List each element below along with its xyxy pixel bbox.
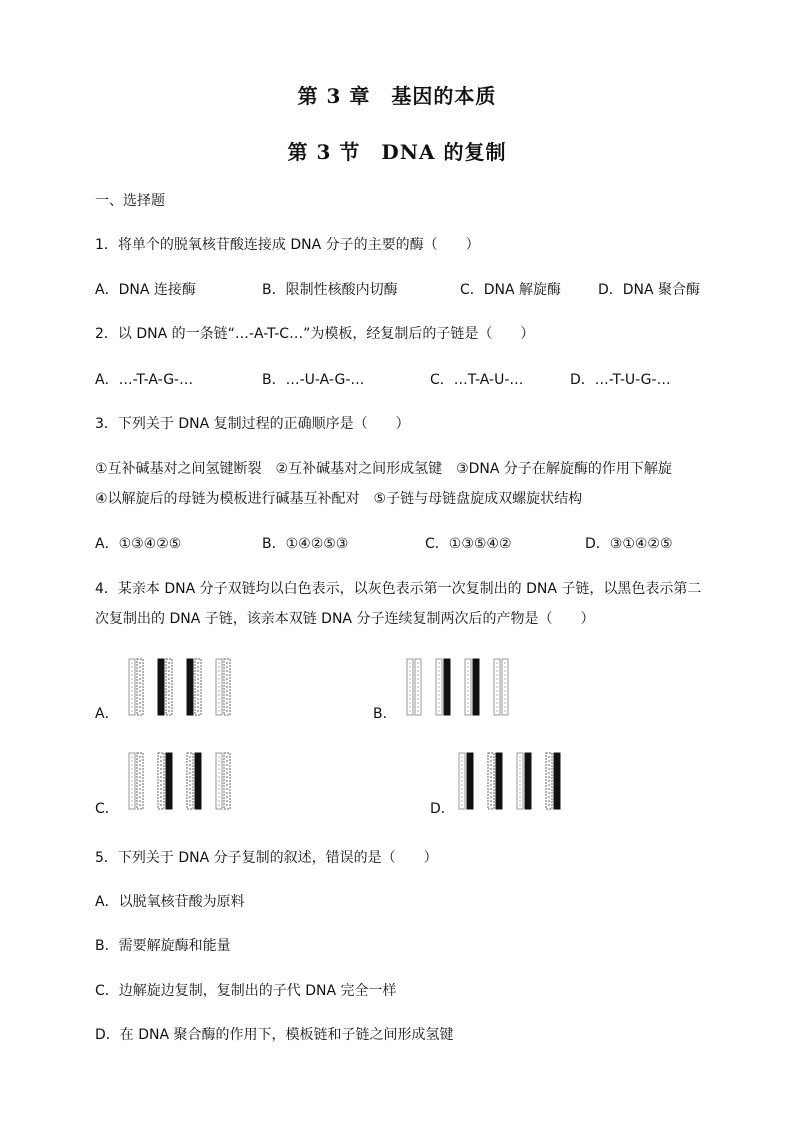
dna-strand — [166, 659, 172, 715]
q1-stem: 1．将单个的脱氧核苷酸连接成 DNA 分子的主要的酶（ ） — [95, 237, 480, 253]
q3-option-c[interactable]: C．①③⑤④② — [425, 536, 512, 552]
dna-strand — [137, 659, 143, 715]
dna-strand — [407, 659, 413, 715]
dna-strand — [525, 753, 531, 809]
dna-strand — [195, 753, 201, 809]
dna-strand — [554, 753, 560, 809]
q2-option-a[interactable]: A．…-T-A-G-… — [95, 372, 194, 388]
q1-option-c[interactable]: C．DNA 解旋酶 — [460, 282, 562, 298]
q5-stem: 5．下列关于 DNA 分子复制的叙述，错误的是（ ） — [95, 850, 438, 866]
q2-option-c[interactable]: C．…T-A-U-… — [430, 372, 524, 388]
q3-statement-line-2: ④以解旋后的母链为模板进行碱基互补配对 ⑤子链与母链盘旋成双螺旋状结构 — [95, 491, 583, 507]
dna-strand — [224, 659, 230, 715]
dna-strand — [436, 659, 442, 715]
chapter-title: 第 3 章 基因的本质 — [297, 84, 497, 108]
q4-option-d-label[interactable]: D． — [430, 801, 455, 817]
dna-strand — [546, 753, 552, 809]
dna-strand — [129, 753, 135, 809]
dna-strand — [415, 659, 421, 715]
q2-option-b[interactable]: B．…-U-A-G-… — [262, 372, 365, 388]
q5-option-c[interactable]: C．边解旋边复制，复制出的子代 DNA 完全一样 — [95, 983, 397, 999]
q4-option-b-label[interactable]: B． — [373, 706, 397, 722]
q5-option-b[interactable]: B．需要解旋酶和能量 — [95, 938, 231, 954]
q4-option-b-diagram[interactable] — [403, 658, 523, 716]
q4-option-c-diagram[interactable] — [125, 752, 245, 810]
dna-strand — [195, 659, 201, 715]
dna-strand — [187, 753, 193, 809]
dna-strand — [187, 659, 193, 715]
dna-strand — [488, 753, 494, 809]
dna-strand — [467, 753, 473, 809]
q5-option-d[interactable]: D．在 DNA 聚合酶的作用下，模板链和子链之间形成氢键 — [95, 1027, 454, 1043]
dna-strand — [444, 659, 450, 715]
dna-strand — [496, 753, 502, 809]
dna-strand — [216, 659, 222, 715]
q4-stem-line-2: 次复制出的 DNA 子链，该亲本双链 DNA 分子连续复制两次后的产物是（ ） — [95, 611, 595, 627]
q5-option-a[interactable]: A．以脱氧核苷酸为原料 — [95, 894, 245, 910]
dna-strand — [166, 753, 172, 809]
dna-strand — [158, 753, 164, 809]
q3-option-a[interactable]: A．①③④②⑤ — [95, 536, 182, 552]
dna-strand — [465, 659, 471, 715]
q2-stem: 2．以 DNA 的一条链“…-A-T-C…”为模板，经复制后的子链是（ ） — [95, 326, 535, 342]
dna-strand — [502, 659, 508, 715]
q4-option-a-diagram[interactable] — [125, 658, 245, 716]
q2-option-d[interactable]: D．…-T-U-G-… — [570, 372, 671, 388]
q4-option-c-label[interactable]: C． — [95, 801, 119, 817]
dna-strand — [224, 753, 230, 809]
dna-strand — [517, 753, 523, 809]
dna-strand — [158, 659, 164, 715]
q4-option-d-diagram[interactable] — [455, 752, 575, 810]
q3-statement-line-1: ①互补碱基对之间氢键断裂 ②互补碱基对之间形成氢键 ③DNA 分子在解旋酶的作用下解旋 — [95, 461, 672, 477]
q3-stem: 3．下列关于 DNA 复制过程的正确顺序是（ ） — [95, 416, 410, 432]
dna-strand — [216, 753, 222, 809]
dna-strand — [137, 753, 143, 809]
section-title: 第 3 节 DNA 的复制 — [287, 140, 507, 164]
q3-option-b[interactable]: B．①④②⑤③ — [262, 536, 349, 552]
q1-option-d[interactable]: D．DNA 聚合酶 — [598, 282, 701, 298]
q1-option-a[interactable]: A．DNA 连接酶 — [95, 282, 196, 298]
dna-strand — [459, 753, 465, 809]
q1-option-b[interactable]: B．限制性核酸内切酶 — [262, 282, 398, 298]
dna-strand — [129, 659, 135, 715]
dna-strand — [473, 659, 479, 715]
section-label: 一、选择题 — [95, 193, 165, 209]
q3-option-d[interactable]: D．③①④②⑤ — [585, 536, 673, 552]
dna-strand — [494, 659, 500, 715]
q4-option-a-label[interactable]: A． — [95, 706, 119, 722]
q4-stem-line-1: 4．某亲本 DNA 分子双链均以白色表示，以灰色表示第一次复制出的 DNA 子链，以黑色表示第二 — [95, 581, 702, 597]
